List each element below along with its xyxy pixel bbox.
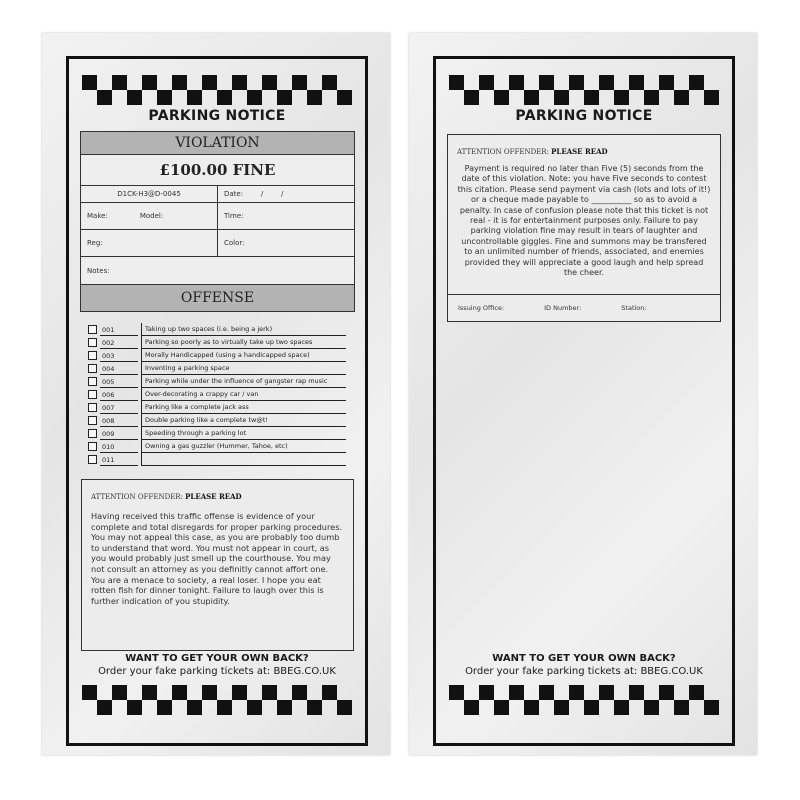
checker-square [644, 90, 659, 105]
checker-square [262, 685, 277, 700]
offense-checkbox[interactable] [88, 429, 97, 438]
offense-row [88, 401, 346, 414]
checker-square [704, 700, 719, 715]
checker-square [614, 700, 629, 715]
checker-square [307, 90, 322, 105]
checker-square [584, 700, 599, 715]
checker-square [464, 700, 479, 715]
checker-square [509, 75, 524, 90]
offense-header: OFFENSE [81, 285, 354, 311]
offense-row [88, 440, 346, 453]
checker-square [337, 700, 352, 715]
ticket-id-row [81, 186, 354, 203]
time-field [218, 203, 354, 229]
offense-description: Speeding through a parking lot [141, 427, 346, 440]
date-field [218, 186, 354, 202]
offense-row [88, 414, 346, 427]
checker-square [689, 75, 704, 90]
checker-square [112, 685, 127, 700]
offense-code: 002 [100, 337, 138, 349]
offense-row [88, 388, 346, 401]
offense-row [88, 349, 346, 362]
checker-square [449, 685, 464, 700]
checker-square [277, 90, 292, 105]
checker-square [509, 685, 524, 700]
offense-description: Parking so poorly as to virtually take up two spaces [141, 336, 346, 349]
attention-heading [448, 135, 720, 156]
checker-square [659, 685, 674, 700]
attention-notice [81, 479, 354, 651]
checker-square [277, 700, 292, 715]
checker-pattern-bottom [82, 685, 352, 715]
attention-prefix: ATTENTION OFFENDER: [91, 493, 186, 501]
checker-square [97, 700, 112, 715]
offense-code: 010 [100, 441, 138, 453]
offense-description: Double parking like a complete tw@t! [141, 414, 346, 427]
notes-field [81, 257, 116, 284]
notice-paragraph: Having received this traffic offense is evidence of your complete and total disregards for proper parking procedures. You may not appeal this case, as you are probably too dumb to understand that word. You must not appear in court, as you would probably just smell up the courthouse. You may not consult an attorney as you definitly cannot affort one. You are a menace to society, a real loser. I hope you eat rotten fish for dinner tonight. Failure to laugh over this is further indication of you stupidity. [91, 511, 343, 606]
checker-square [172, 685, 187, 700]
checker-square [97, 90, 112, 105]
offense-checkbox[interactable] [88, 390, 97, 399]
checker-square [524, 90, 539, 105]
checker-square [187, 700, 202, 715]
checker-square [629, 685, 644, 700]
time-label: Time: [224, 212, 244, 220]
checker-square [187, 90, 202, 105]
checker-square [599, 685, 614, 700]
offense-checkbox[interactable] [88, 364, 97, 373]
cta-heading: WANT TO GET YOUR OWN BACK? [125, 653, 309, 664]
checker-square [172, 75, 187, 90]
offense-description: Over-decorating a crappy car / van [141, 388, 346, 401]
cta-heading: WANT TO GET YOUR OWN BACK? [492, 653, 676, 664]
offense-checkbox[interactable] [88, 377, 97, 386]
checker-square [232, 75, 247, 90]
checker-square [539, 685, 554, 700]
color-label: Color: [224, 239, 245, 247]
checker-square [262, 75, 277, 90]
offense-row [88, 336, 346, 349]
offense-description: Taking up two spaces (i.e. being a jerk) [141, 323, 346, 336]
checker-square [674, 90, 689, 105]
make-model-row [81, 203, 354, 230]
issuing-info-row [448, 294, 720, 321]
checker-square [599, 75, 614, 90]
checker-square [307, 700, 322, 715]
offense-code: 005 [100, 376, 138, 388]
offense-list [88, 323, 346, 466]
violation-header: VIOLATION [81, 132, 354, 155]
checker-square [322, 685, 337, 700]
attention-prefix: ATTENTION OFFENDER: [457, 148, 552, 156]
offense-code: 011 [100, 454, 138, 466]
checker-square [479, 75, 494, 90]
payment-notice [447, 134, 721, 322]
checker-square [232, 685, 247, 700]
offense-code: 003 [100, 350, 138, 362]
offense-description: Parking like a complete jack ass [141, 401, 346, 414]
checker-square [202, 685, 217, 700]
make-label: Make: [87, 212, 108, 220]
checker-square [449, 75, 464, 90]
checker-square [142, 75, 157, 90]
checker-square [554, 700, 569, 715]
offense-row [88, 375, 346, 388]
checker-square [479, 685, 494, 700]
offense-description [141, 453, 346, 466]
notes-label: Notes: [87, 266, 110, 275]
checker-square [292, 685, 307, 700]
ticket-title: PARKING NOTICE [148, 108, 286, 124]
ticket-id: D1CK-H3@D-0045 [81, 186, 218, 202]
checker-square [247, 90, 262, 105]
reg-field [81, 230, 218, 256]
reg-color-row [81, 230, 354, 257]
checker-square [614, 90, 629, 105]
offense-description: Parking while under the influence of gangster rap music [141, 375, 346, 388]
checker-square [292, 75, 307, 90]
violation-table [80, 131, 355, 312]
checker-pattern-top [449, 75, 719, 105]
checker-square [569, 75, 584, 90]
offense-code: 006 [100, 389, 138, 401]
station-label: Station: [621, 304, 647, 312]
checker-square [157, 90, 172, 105]
checker-square [569, 685, 584, 700]
model-label: Model: [139, 212, 164, 220]
offense-code: 007 [100, 402, 138, 414]
checker-square [127, 90, 142, 105]
checker-square [142, 685, 157, 700]
attention-bold: PLEASE READ [551, 147, 608, 156]
fine-amount: £100.00 FINE [81, 155, 354, 186]
offense-row [88, 427, 346, 440]
offense-checkbox[interactable] [88, 351, 97, 360]
cta-link-text[interactable]: Order your fake parking tickets at: BBEG.CO.UK [98, 666, 336, 677]
attention-bold: PLEASE READ [185, 492, 242, 501]
offense-description: Morally Handicapped (using a handicapped space) [141, 349, 346, 362]
offense-description: Owning a gas guzzler (Hummer, Tahoe, etc) [141, 440, 346, 453]
color-field [218, 230, 354, 256]
checker-square [494, 700, 509, 715]
checker-square [629, 75, 644, 90]
offense-row [88, 453, 346, 466]
checker-square [337, 90, 352, 105]
offense-checkbox[interactable] [88, 455, 97, 464]
checker-square [644, 700, 659, 715]
checker-square [704, 90, 719, 105]
checker-square [127, 700, 142, 715]
checker-pattern-bottom [449, 685, 719, 715]
checker-square [217, 90, 232, 105]
offense-code: 008 [100, 415, 138, 427]
offense-code: 004 [100, 363, 138, 375]
offense-row [88, 323, 346, 336]
attention-heading [82, 480, 353, 501]
checker-square [82, 685, 97, 700]
offense-description: Inventing a parking space [141, 362, 346, 375]
offense-checkbox[interactable] [88, 403, 97, 412]
checker-square [157, 700, 172, 715]
offense-checkbox[interactable] [88, 442, 97, 451]
checker-square [554, 90, 569, 105]
parking-ticket-front [42, 33, 390, 755]
checker-square [539, 75, 554, 90]
checker-square [322, 75, 337, 90]
checker-square [659, 75, 674, 90]
checker-square [524, 700, 539, 715]
notes-row [81, 257, 354, 285]
checker-square [82, 75, 97, 90]
reg-label: Reg: [87, 239, 103, 247]
checker-square [674, 700, 689, 715]
offense-row [88, 362, 346, 375]
payment-paragraph: Payment is required no later than Five (5) seconds from the date of this violation. Note: you have Five seconds to contest this citation. Please send payment via cash (lots and lots of it!) or a cheque made payable to __________ so as to avoid a penalty. In case of confusion please note that this ticket is not real - it is for entertainment purposes only. Failure to pay parking violation fine may result in tears of laughter and uncontrollable giggles. Fine and summons may be transfered to an unlimited number of friends, associated, and enemies provided they will appreciate a good laugh and help spread the cheer. [457, 164, 711, 278]
checker-square [689, 685, 704, 700]
checker-square [112, 75, 127, 90]
checker-square [464, 90, 479, 105]
checker-square [202, 75, 217, 90]
ticket-title: PARKING NOTICE [515, 108, 653, 124]
make-model-field [81, 203, 218, 229]
offense-code: 001 [100, 324, 138, 336]
offense-checkbox[interactable] [88, 338, 97, 347]
checker-square [584, 90, 599, 105]
id-number-label: ID Number: [544, 304, 582, 312]
offense-checkbox[interactable] [88, 416, 97, 425]
checker-square [247, 700, 262, 715]
offense-code: 009 [100, 428, 138, 440]
issuing-office-label: Issuing Office: [458, 304, 505, 312]
checker-square [494, 90, 509, 105]
cta-link-text[interactable]: Order your fake parking tickets at: BBEG.CO.UK [465, 666, 703, 677]
checker-pattern-top [82, 75, 352, 105]
offense-checkbox[interactable] [88, 325, 97, 334]
date-label: Date: / / [224, 190, 284, 198]
checker-square [217, 700, 232, 715]
parking-ticket-back [409, 33, 757, 755]
